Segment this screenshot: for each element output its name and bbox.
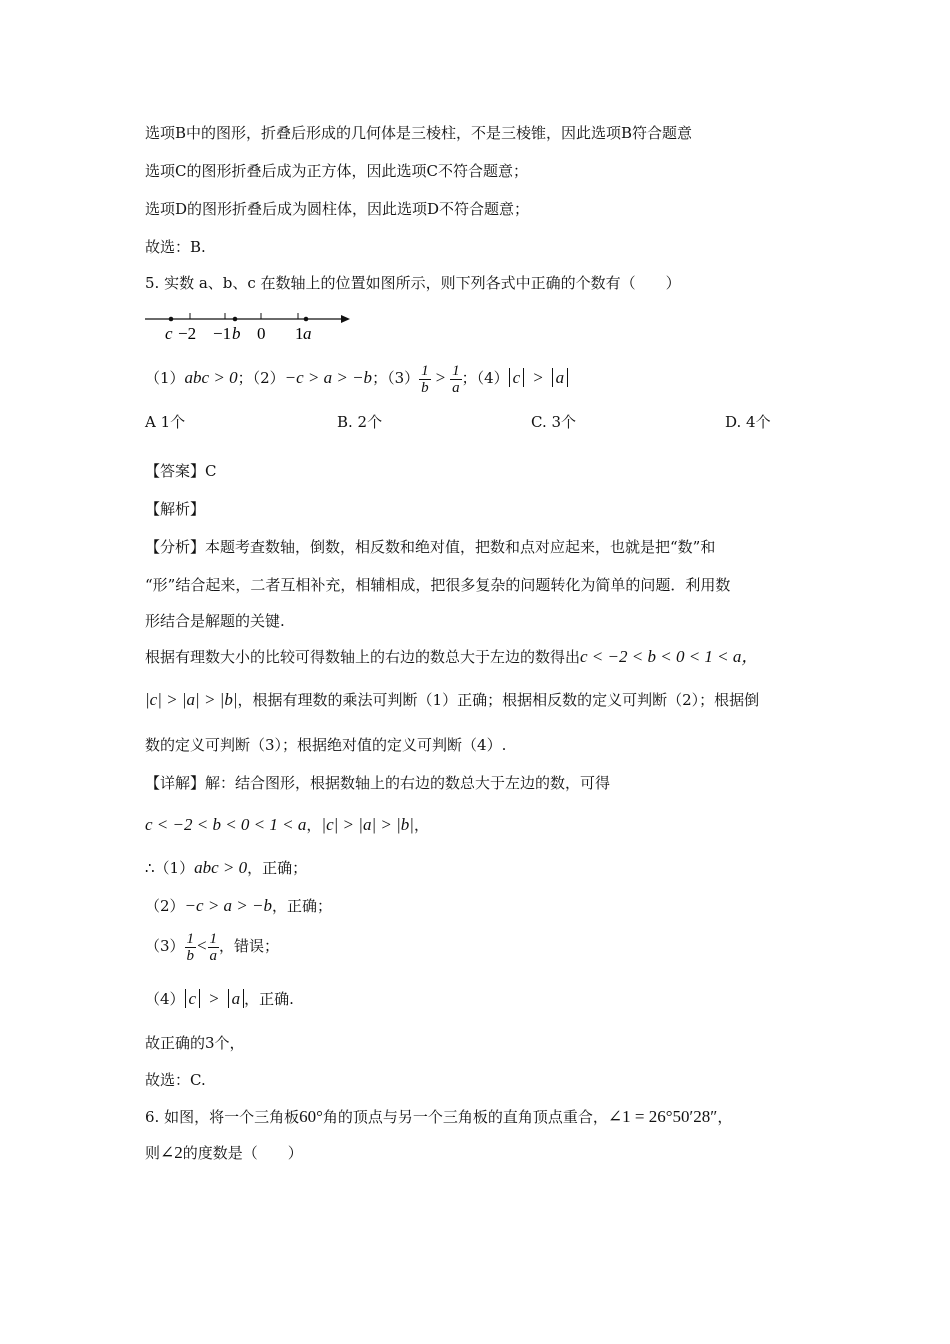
option-a: A 1个 [145,413,186,431]
label-minus-2: −2 [178,324,197,343]
point-b [233,317,238,322]
analysis-line: |c| > |a| > |b|，根据有理数的乘法可判断（1）正确；根据相反数的定义可判断（2）；根据倒 [145,690,760,709]
text-line: 选项B中的图形，折叠后形成的几何体是三棱柱，不是三棱锥，因此选项B符合题意 [145,124,693,142]
abs-a: a [552,368,569,387]
text-line: 选项C的图形折叠后成为正方体，因此选项C不符合题意； [145,162,528,180]
analysis-line: 形结合是解题的关键. [145,612,285,630]
option-d: D. 4个 [725,413,771,431]
detail-line: ∴（1）abc > 0，正确； [145,858,308,877]
point-a [304,317,309,322]
question-6: 则∠2的度数是（ ） [145,1143,303,1162]
detail-line: 故选：C. [145,1071,206,1089]
analysis-line: 数的定义可判断（3）；根据绝对值的定义可判断（4）. [145,736,507,754]
option-c: C. 3个 [531,413,577,431]
text-line: 故选：B. [145,238,206,256]
label-a: a [303,324,312,343]
arrow-head [341,315,350,323]
detail-line: （2）−c > a > −b，正确； [145,896,332,915]
label-minus-1: −1 [213,324,232,343]
answer: 【答案】C [145,462,217,480]
analysis-title: 【解析】 [145,500,206,518]
number-line-figure [145,303,355,343]
abs-c: c [509,368,525,387]
analysis-line: 【分析】本题考查数轴，倒数，相反数和绝对值，把数和点对应起来，也就是把“数”和 [145,538,716,556]
label-b: b [232,324,241,343]
analysis-line: 根据有理数大小的比较可得数轴上的右边的数总大于左边的数得出c < −2 < b < 0 < 1 < a， [145,647,759,666]
text-line: 选项D的图形折叠后成为圆柱体，因此选项D不符合题意； [145,200,530,218]
q5-items: （1）abc > 0；（2）−c > a > −b；（3） $\frac{1}{b}$ > $\frac{1}{a}$ ；（4） c > a [145,360,568,396]
analysis-line: “形”结合起来，二者互相补充，相辅相成，把很多复杂的问题转化为简单的问题．利用数 [145,576,731,594]
point-c [169,317,174,322]
question-5: 5. 实数 a、b、c 在数轴上的位置如图所示，则下列各式中正确的个数有（ ） [145,274,681,292]
detail-line: 【详解】解：结合图形，根据数轴上的右边的数总大于左边的数，可得 [145,774,611,792]
label-1: 1 [295,324,304,343]
detail-line: c < −2 < b < 0 < 1 < a，|c| > |a| > |b|， [145,815,429,834]
question-6: 6. 如图，将一个三角板60°角的顶点与另一个三角板的直角顶点重合，∠1 = 26°50′28″， [145,1107,733,1126]
label-0: 0 [257,324,266,343]
detail-line: （4） c > a ，正确. [145,989,294,1008]
fraction-1-over-b: $\frac{1}{b}$ [421,362,429,396]
label-c: c [165,324,173,343]
fraction-1-over-a: $\frac{1}{a}$ [452,362,460,396]
detail-line: 故正确的3个， [145,1034,245,1052]
detail-line: （3） $\frac{1}{b}$ < $\frac{1}{a}$ ，错误； [145,930,280,964]
option-b: B. 2个 [337,413,383,431]
